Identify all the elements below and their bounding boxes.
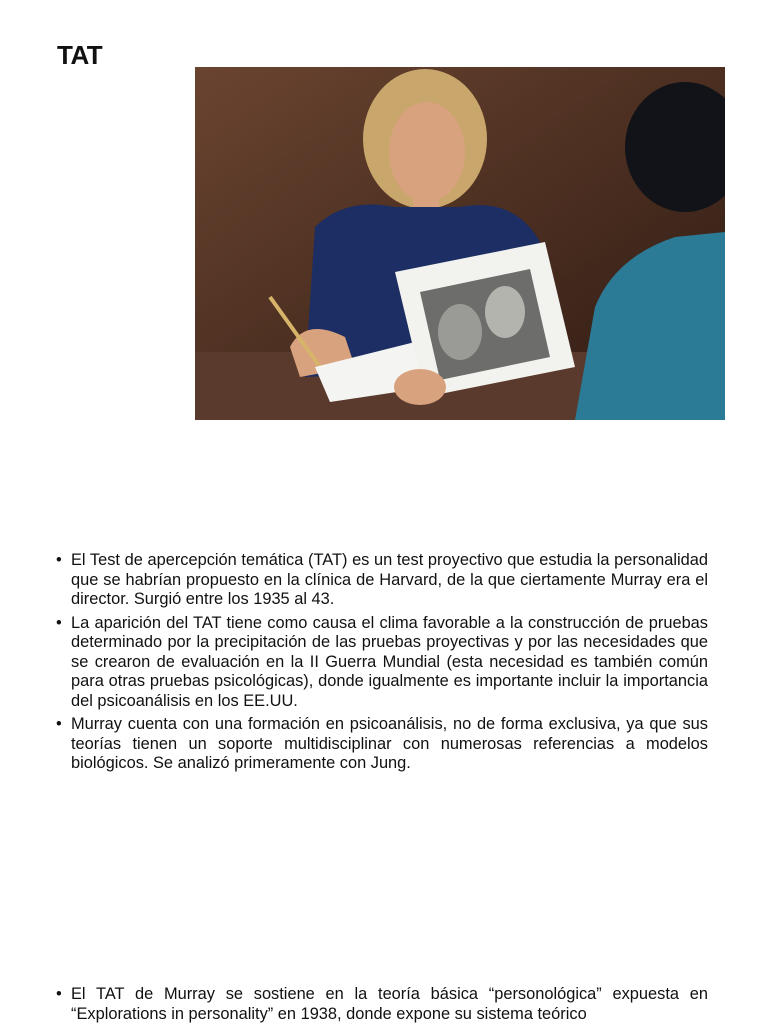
bullet-list-main [56, 551, 708, 778]
bullet-item: • El TAT de Murray se sostiene en la teoría básica “personológica” expuesta en “Explorations in personality” en 1938, donde expone su sistema teórico [56, 985, 708, 1024]
bullet-item: • Murray cuenta con una formación en psicoanálisis, no de forma exclusiva, ya que sus teorías tienen un soporte multidisciplinar con numerosas referencias a modelos biológicos. Se analizó primeramente con Jung. [56, 715, 708, 774]
bullet-item: • La aparición del TAT tiene como causa el clima favorable a la construcción de pruebas determinado por la precipitación de las pruebas proyectivas y por las necesidades que se crearon de evaluación en la II Guerra Mundial (esta necesidad es también común para otras pruebas psicológicas), donde igualmente es importante incluir la importancia del psicoanálisis en los EE.UU. [56, 614, 708, 712]
bullet-item: • El Test de apercepción temática (TAT) es un test proyectivo que estudia la personalidad que se habrían propuesto en la clínica de Harvard, de la que ciertamente Murray era el director. Surgió entre los 1935 al 43. [56, 551, 708, 610]
slide-title: TAT [57, 40, 103, 70]
bullet-list-continued [56, 985, 708, 1028]
tat-session-photo [195, 67, 725, 420]
